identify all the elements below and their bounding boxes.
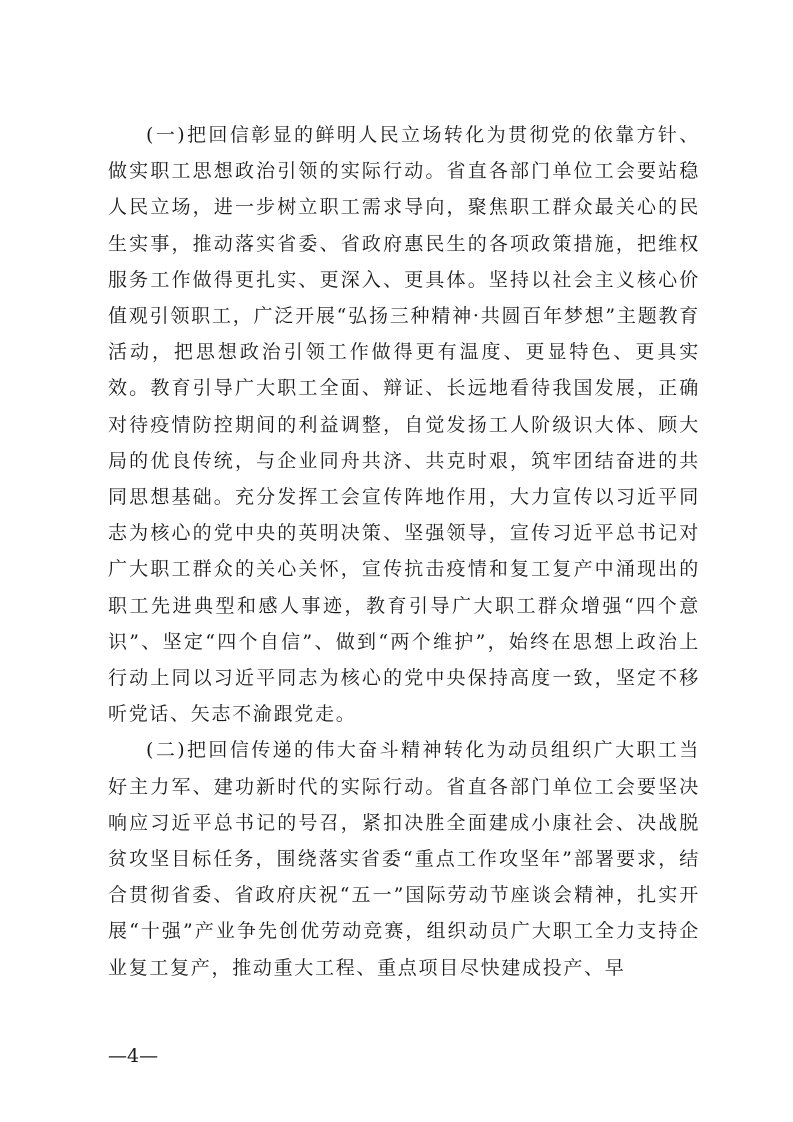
page-number: —4—	[108, 1045, 159, 1067]
body-text	[108, 117, 700, 986]
paragraph-2: (二)把回信传递的伟大奋斗精神转化为动员组织广大职工当好主力军、建功新时代的实际行动。省直各部门单位工会要坚决响应习近平总书记的号召，紧扣决胜全面建成小康社会、决战脱贫攻坚目标任务，围绕落实省委“重点工作攻坚年”部署要求，结合贯彻省委、省政府庆祝“五一”国际劳动节座谈会精神，扎实开展“十强”产业争先创优劳动竞赛，组织动员广大职工全力支持企业复工复产，推动重大工程、重点项目尽快建成投产、早	[108, 739, 700, 979]
paragraph-1: (一)把回信彰显的鲜明人民立场转化为贯彻党的依靠方针、做实职工思想政治引领的实际行动。省直各部门单位工会要站稳人民立场，进一步树立职工需求导向，聚焦职工群众最关心的民生实事，推动落实省委、省政府惠民生的各项政策措施，把维权服务工作做得更扎实、更深入、更具体。坚持以社会主义核心价值观引领职工，广泛开展“弘扬三种精神·共圆百年梦想”主题教育活动，把思想政治引领工作做得更有温度、更显特色、更具实效。教育引导广大职工全面、辩证、长远地看待我国发展，正确对待疫情防控期间的利益调整，自觉发扬工人阶级识大体、顾大局的优良传统，与企业同舟共济、共克时艰，筑牢团结奋进的共同思想基础。充分发挥工会宣传阵地作用，大力宣传以习近平同志为核心的党中央的英明决策、坚强领导，宣传习近平总书记对广大职工群众的关心关怀，宣传抗击疫情和复工复产中涌现出的职工先进典型和感人事迹，教育引导广大职工群众增强“四个意识”、坚定“四个自信”、做到“两个维护”，始终在思想上政治上行动上同以习近平同志为核心的党中央保持高度一致，坚定不移听党话、矢志不渝跟党走。	[108, 124, 700, 726]
